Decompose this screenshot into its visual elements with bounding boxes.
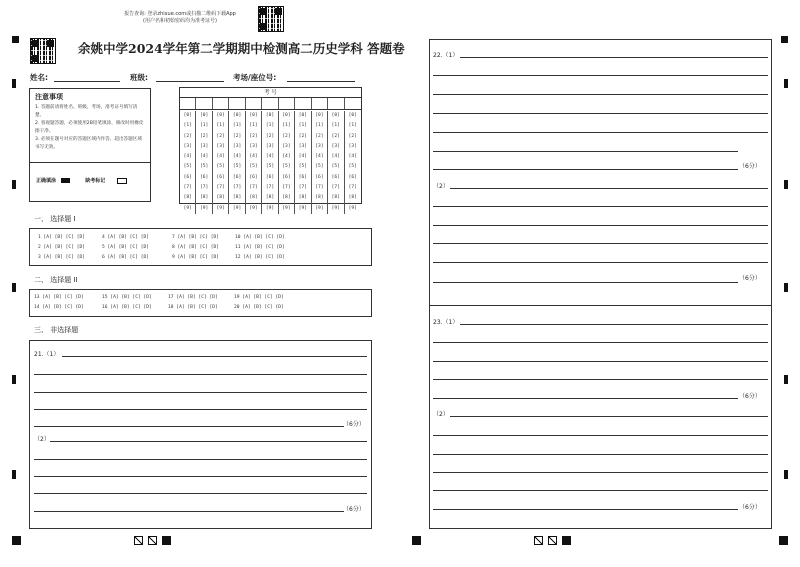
exam-id-column <box>262 111 278 214</box>
exam-id-column <box>246 111 262 214</box>
exam-id-bubble[interactable]: [9] <box>249 205 258 211</box>
exam-id-bubble[interactable]: [2] <box>331 133 340 139</box>
exam-id-bubble[interactable]: [1] <box>331 123 340 129</box>
exam-id-bubble[interactable]: [2] <box>265 133 275 139</box>
section-mc1-title: 一、 选择题 I <box>34 215 76 223</box>
mc-question-row[interactable]: 19 [A] [B] [C] [D] <box>234 295 284 300</box>
exam-id-bubble[interactable]: [8] <box>216 195 225 201</box>
seat-field[interactable] <box>287 81 355 82</box>
q22-score1: （6分） <box>739 163 761 170</box>
exam-id-bubble[interactable]: [5] <box>282 164 291 170</box>
exam-id-bubble[interactable]: [3] <box>183 143 192 149</box>
report-notice-line2: (用户名和初始密码均为准考证号) <box>143 18 217 24</box>
exam-id-bubble[interactable]: [0] <box>265 113 275 118</box>
exam-id-bubble[interactable]: [3] <box>265 143 275 149</box>
exam-id-bubble[interactable]: [1] <box>249 123 258 129</box>
q21-answer-box <box>29 340 372 529</box>
notice-item: 3. 必须在题号对应的答题区域内作答，超出答题区域书写无效。 <box>35 137 142 150</box>
exam-id-bubble[interactable]: [8] <box>183 195 192 201</box>
mc2-box <box>29 289 372 317</box>
exam-id-bubble[interactable]: [6] <box>282 174 291 180</box>
exam-id-bubble[interactable]: [4] <box>298 154 308 160</box>
answer-line[interactable] <box>34 374 367 375</box>
class-field[interactable] <box>156 81 224 82</box>
q22-part1-label: 22.（1） <box>433 52 459 59</box>
exam-id-bubble[interactable]: [3] <box>315 143 324 149</box>
exam-id-column <box>229 111 245 214</box>
q21-part1-label: 21.（1） <box>34 351 60 358</box>
exam-id-bubble[interactable]: [9] <box>348 205 357 211</box>
exam-id-bubble[interactable]: [6] <box>348 174 357 180</box>
exam-id-bubble[interactable]: [9] <box>183 205 192 211</box>
exam-id-bubble[interactable]: [4] <box>348 154 357 160</box>
exam-id-bubble[interactable]: [8] <box>331 195 340 201</box>
mc-question-row[interactable]: 11 [A] [B] [C] [D] <box>235 245 285 250</box>
seat-label: 考场/座位号: <box>233 73 277 82</box>
exam-id-bubble[interactable]: [2] <box>232 133 242 139</box>
exam-id-bubble[interactable]: [0] <box>282 113 291 118</box>
exam-id-bubble[interactable]: [8] <box>200 195 209 201</box>
mc-question-row[interactable]: 4 [A] [B] [C] [D] <box>102 235 150 240</box>
answer-line[interactable] <box>433 282 738 283</box>
mc-question-row[interactable]: 1 [A] [B] [C] [D] <box>38 235 86 240</box>
answer-line[interactable] <box>34 459 367 460</box>
exam-id-bubble[interactable]: [4] <box>249 154 258 160</box>
page-marker-icon <box>562 536 571 545</box>
exam-id-bubble[interactable]: [5] <box>232 164 242 170</box>
timing-mark <box>12 79 16 88</box>
page-marker-icon <box>534 536 543 545</box>
exam-id-bubble[interactable]: [3] <box>282 143 291 149</box>
exam-id-bubble[interactable]: [5] <box>331 164 340 170</box>
timing-mark <box>12 536 21 545</box>
exam-id-bubble[interactable]: [4] <box>282 154 291 160</box>
exam-id-bubble[interactable]: [2] <box>348 133 357 139</box>
answer-line[interactable] <box>460 57 768 58</box>
exam-id-bubble[interactable]: [5] <box>249 164 258 170</box>
name-field[interactable] <box>54 81 120 82</box>
exam-id-bubble[interactable]: [8] <box>249 195 258 201</box>
exam-id-bubble[interactable]: [9] <box>315 205 324 211</box>
section-mc2-title: 二、 选择题 II <box>34 276 78 284</box>
timing-mark <box>412 536 421 545</box>
exam-id-bubble[interactable]: [2] <box>200 133 209 139</box>
exam-id-bubble[interactable]: [6] <box>200 174 209 180</box>
exam-id-bubble[interactable]: [3] <box>348 143 357 149</box>
answer-line[interactable] <box>34 476 367 477</box>
exam-id-bubble[interactable]: [9] <box>331 205 340 211</box>
exam-id-bubble[interactable]: [9] <box>216 205 225 211</box>
answer-line[interactable] <box>450 416 768 417</box>
class-label: 班级: <box>130 73 148 82</box>
exam-id-column <box>345 111 361 214</box>
exam-id-bubble[interactable]: [3] <box>331 143 340 149</box>
answer-line[interactable] <box>433 225 768 226</box>
answer-line[interactable] <box>433 75 768 76</box>
exam-id-bubble[interactable]: [2] <box>315 133 324 139</box>
exam-id-column <box>328 111 344 214</box>
timing-mark <box>12 375 16 384</box>
q21-part2-label: （2） <box>34 436 50 443</box>
exam-id-bubble[interactable]: [2] <box>282 133 291 139</box>
answer-line[interactable] <box>433 379 768 380</box>
exam-id-bubble[interactable]: [7] <box>331 185 340 191</box>
exam-id-bubble[interactable]: [9] <box>298 205 308 211</box>
mc-question-row[interactable]: 10 [A] [B] [C] [D] <box>235 235 285 240</box>
exam-id-bubble[interactable]: [5] <box>216 164 225 170</box>
timing-mark <box>12 470 16 479</box>
page-marker-icon <box>548 536 557 545</box>
answer-line[interactable] <box>34 392 367 393</box>
exam-id-bubble[interactable]: [8] <box>232 195 242 201</box>
correct-fill-sample <box>61 178 70 183</box>
exam-id-column <box>279 111 295 214</box>
notice-box <box>29 88 151 202</box>
page-title: 余姚中学2024学年第二学期期中检测高二历史学科 答题卷 <box>78 41 405 56</box>
answer-line[interactable] <box>433 454 768 455</box>
exam-id-bubble[interactable]: [0] <box>200 113 209 118</box>
exam-id-bubble[interactable]: [2] <box>249 133 258 139</box>
report-notice <box>105 11 255 25</box>
exam-id-bubble[interactable]: [8] <box>298 195 308 201</box>
q23-score2: （6分） <box>739 504 761 511</box>
mc-question-row[interactable]: 18 [A] [B] [C] [D] <box>168 305 218 310</box>
page-marker-icon <box>148 536 157 545</box>
answer-line[interactable] <box>433 361 768 362</box>
exam-id-bubble[interactable]: [5] <box>183 164 192 170</box>
timing-mark <box>784 79 788 88</box>
exam-id-bubble[interactable]: [4] <box>216 154 225 160</box>
exam-id-bubble[interactable]: [7] <box>249 185 258 191</box>
exam-id-bubble[interactable]: [6] <box>216 174 225 180</box>
exam-id-bubble[interactable]: [3] <box>249 143 258 149</box>
exam-id-bubble[interactable]: [3] <box>298 143 308 149</box>
q23-score1: （6分） <box>739 393 761 400</box>
exam-id-bubble[interactable]: [9] <box>232 205 242 211</box>
q21-score1: （6分） <box>343 421 365 428</box>
exam-id-bubble[interactable]: [7] <box>216 185 225 191</box>
timing-mark <box>12 283 16 292</box>
exam-id-bubble[interactable]: [1] <box>183 123 192 129</box>
exam-id-bubble[interactable]: [1] <box>265 123 275 129</box>
exam-id-bubble[interactable]: [9] <box>282 205 291 211</box>
exam-id-bubble[interactable]: [0] <box>298 113 308 118</box>
section-open-title: 三、 非选择题 <box>34 326 79 334</box>
q22-part2-label: （2） <box>433 183 449 190</box>
exam-id-bubble[interactable]: [5] <box>315 164 324 170</box>
exam-id-bubble[interactable]: [8] <box>348 195 357 201</box>
exam-id-bubble[interactable]: [4] <box>183 154 192 160</box>
exam-id-bubble[interactable]: [2] <box>183 133 192 139</box>
exam-id-bubble[interactable]: [7] <box>298 185 308 191</box>
exam-id-bubble[interactable]: [4] <box>200 154 209 160</box>
notice-item: 2. 客观题答题，必须使用2B铅笔填涂，修改时用橡皮擦干净。 <box>35 121 144 134</box>
exam-id-column <box>196 111 212 214</box>
report-notice-line1: 报告查询: 登录zhixue.com或扫描二维码下载App <box>124 11 236 17</box>
exam-id-bubble[interactable]: [0] <box>315 113 324 118</box>
exam-id-bubble[interactable]: [4] <box>265 154 275 160</box>
exam-id-bubble[interactable]: [7] <box>282 185 291 191</box>
exam-id-bubble[interactable]: [3] <box>232 143 242 149</box>
exam-id-bubble[interactable]: [0] <box>232 113 242 118</box>
exam-id-bubble[interactable]: [0] <box>348 113 357 118</box>
mc-question-row[interactable]: 9 [A] [B] [C] [D] <box>172 255 220 260</box>
mc-question-row[interactable]: 14 [A] [B] [C] [D] <box>34 305 84 310</box>
exam-id-bubble[interactable]: [0] <box>183 113 192 118</box>
answer-line[interactable] <box>433 509 738 510</box>
answer-line[interactable] <box>433 132 768 133</box>
exam-id-bubble[interactable]: [7] <box>183 185 192 191</box>
app-qr-code[interactable] <box>258 6 284 32</box>
exam-id-bubble[interactable]: [1] <box>282 123 291 129</box>
exam-id-bubble[interactable]: [5] <box>348 164 357 170</box>
exam-id-bubble[interactable]: [6] <box>265 174 275 180</box>
exam-id-bubble[interactable]: [6] <box>232 174 242 180</box>
q23-part2-label: （2） <box>433 411 449 418</box>
exam-id-bubble[interactable]: [5] <box>265 164 275 170</box>
exam-id-column <box>213 111 229 214</box>
exam-id-bubble[interactable]: [1] <box>315 123 324 129</box>
answer-line[interactable] <box>433 262 768 263</box>
timing-mark <box>784 283 788 292</box>
mc-question-row[interactable]: 3 [A] [B] [C] [D] <box>38 255 86 260</box>
exam-id-bubble[interactable]: [7] <box>265 185 275 191</box>
exam-id-bubble[interactable]: [1] <box>348 123 357 129</box>
exam-id-bubble[interactable]: [2] <box>216 133 225 139</box>
timing-mark <box>781 36 788 43</box>
exam-id-bubble[interactable]: [1] <box>232 123 242 129</box>
answer-line[interactable] <box>433 113 768 114</box>
answer-line[interactable] <box>433 472 768 473</box>
mc-question-row[interactable]: 2 [A] [B] [C] [D] <box>38 245 86 250</box>
exam-id-column <box>312 111 328 214</box>
answer-line[interactable] <box>34 426 344 427</box>
answer-line[interactable] <box>50 441 367 442</box>
mc1-box <box>29 228 372 266</box>
exam-id-bubble[interactable]: [4] <box>232 154 242 160</box>
answer-line[interactable] <box>433 243 768 244</box>
timing-mark <box>12 36 19 43</box>
missing-mark-label: 缺考标记 <box>85 178 106 184</box>
exam-id-bubble[interactable]: [6] <box>298 174 308 180</box>
exam-id-bubble[interactable]: [5] <box>298 164 308 170</box>
exam-id-bubble[interactable]: [6] <box>183 174 192 180</box>
exam-id-bubble[interactable]: [6] <box>331 174 340 180</box>
sheet-qr-code <box>30 38 56 64</box>
q22-score2: （6分） <box>739 275 761 282</box>
exam-id-bubble[interactable]: [8] <box>315 195 324 201</box>
exam-id-bubble[interactable]: [6] <box>315 174 324 180</box>
timing-mark <box>12 180 16 189</box>
answer-line[interactable] <box>433 342 768 343</box>
notice-title: 注意事项 <box>35 93 63 101</box>
exam-id-column <box>180 111 196 214</box>
page-marker-icon <box>162 536 171 545</box>
timing-mark <box>779 536 788 545</box>
mc-question-row[interactable]: 7 [A] [B] [C] [D] <box>172 235 220 240</box>
page-marker-icon <box>134 536 143 545</box>
exam-id-header: 考 号 <box>180 88 361 98</box>
exam-id-bubble[interactable]: [8] <box>265 195 275 201</box>
exam-id-grid <box>179 87 362 211</box>
q21-score2: （6分） <box>343 506 365 513</box>
answer-line[interactable] <box>62 356 367 357</box>
exam-id-bubble[interactable]: [7] <box>232 185 242 191</box>
q23-answer-box <box>429 305 772 529</box>
answer-line[interactable] <box>433 490 768 491</box>
exam-id-bubble[interactable]: [5] <box>200 164 209 170</box>
answer-line[interactable] <box>433 94 768 95</box>
exam-id-bubble[interactable]: [3] <box>216 143 225 149</box>
exam-id-bubble[interactable]: [7] <box>348 185 357 191</box>
exam-id-bubble[interactable]: [1] <box>298 123 308 129</box>
exam-id-bubble[interactable]: [0] <box>216 113 225 118</box>
mc-question-row[interactable]: 5 [A] [B] [C] [D] <box>102 245 150 250</box>
answer-line[interactable] <box>433 206 768 207</box>
exam-id-bubble[interactable]: [0] <box>331 113 340 118</box>
mc-question-row[interactable]: 20 [A] [B] [C] [D] <box>234 305 284 310</box>
mc-question-row[interactable]: 17 [A] [B] [C] [D] <box>168 295 218 300</box>
mc-question-row[interactable]: 8 [A] [B] [C] [D] <box>172 245 220 250</box>
exam-id-bubble[interactable]: [9] <box>200 205 209 211</box>
exam-id-bubble[interactable]: [1] <box>216 123 225 129</box>
answer-line[interactable] <box>450 188 768 189</box>
answer-line[interactable] <box>34 493 367 494</box>
timing-mark <box>784 470 788 479</box>
mc-question-row[interactable]: 13 [A] [B] [C] [D] <box>34 295 84 300</box>
exam-id-bubble[interactable]: [0] <box>249 113 258 118</box>
q23-part1-label: 23.（1） <box>433 319 459 326</box>
exam-id-bubble[interactable]: [7] <box>315 185 324 191</box>
notice-item: 1. 答题前请将姓名、班级、考场、准考证号填写清楚。 <box>35 105 138 118</box>
exam-id-bubble[interactable]: [4] <box>315 154 324 160</box>
missing-mark-box[interactable] <box>117 178 127 184</box>
answer-line[interactable] <box>433 398 738 399</box>
exam-id-bubble[interactable]: [4] <box>331 154 340 160</box>
answer-line[interactable] <box>460 324 768 325</box>
answer-line[interactable] <box>34 511 344 512</box>
mc-question-row[interactable]: 15 [A] [B] [C] [D] <box>102 295 152 300</box>
mc-question-row[interactable]: 16 [A] [B] [C] [D] <box>102 305 152 310</box>
answer-line[interactable] <box>34 409 367 410</box>
exam-id-bubble[interactable]: [2] <box>298 133 308 139</box>
name-label: 姓名: <box>30 73 48 82</box>
correct-fill-label: 正确填涂 <box>36 178 57 184</box>
exam-id-bubble[interactable]: [9] <box>265 205 275 211</box>
answer-line[interactable] <box>433 435 768 436</box>
mc-question-row[interactable]: 6 [A] [B] [C] [D] <box>102 255 150 260</box>
exam-id-bubble[interactable]: [1] <box>200 123 209 129</box>
exam-id-bubble[interactable]: [6] <box>249 174 258 180</box>
exam-id-bubble[interactable]: [7] <box>200 185 209 191</box>
exam-id-column <box>295 111 311 214</box>
answer-line[interactable] <box>433 151 738 152</box>
exam-id-bubble[interactable]: [3] <box>200 143 209 149</box>
exam-id-bubble[interactable]: [8] <box>282 195 291 201</box>
mc-question-row[interactable]: 12 [A] [B] [C] [D] <box>235 255 285 260</box>
timing-mark <box>784 180 788 189</box>
q22-answer-box <box>429 39 772 306</box>
timing-mark <box>784 375 788 384</box>
answer-line[interactable] <box>433 169 738 170</box>
